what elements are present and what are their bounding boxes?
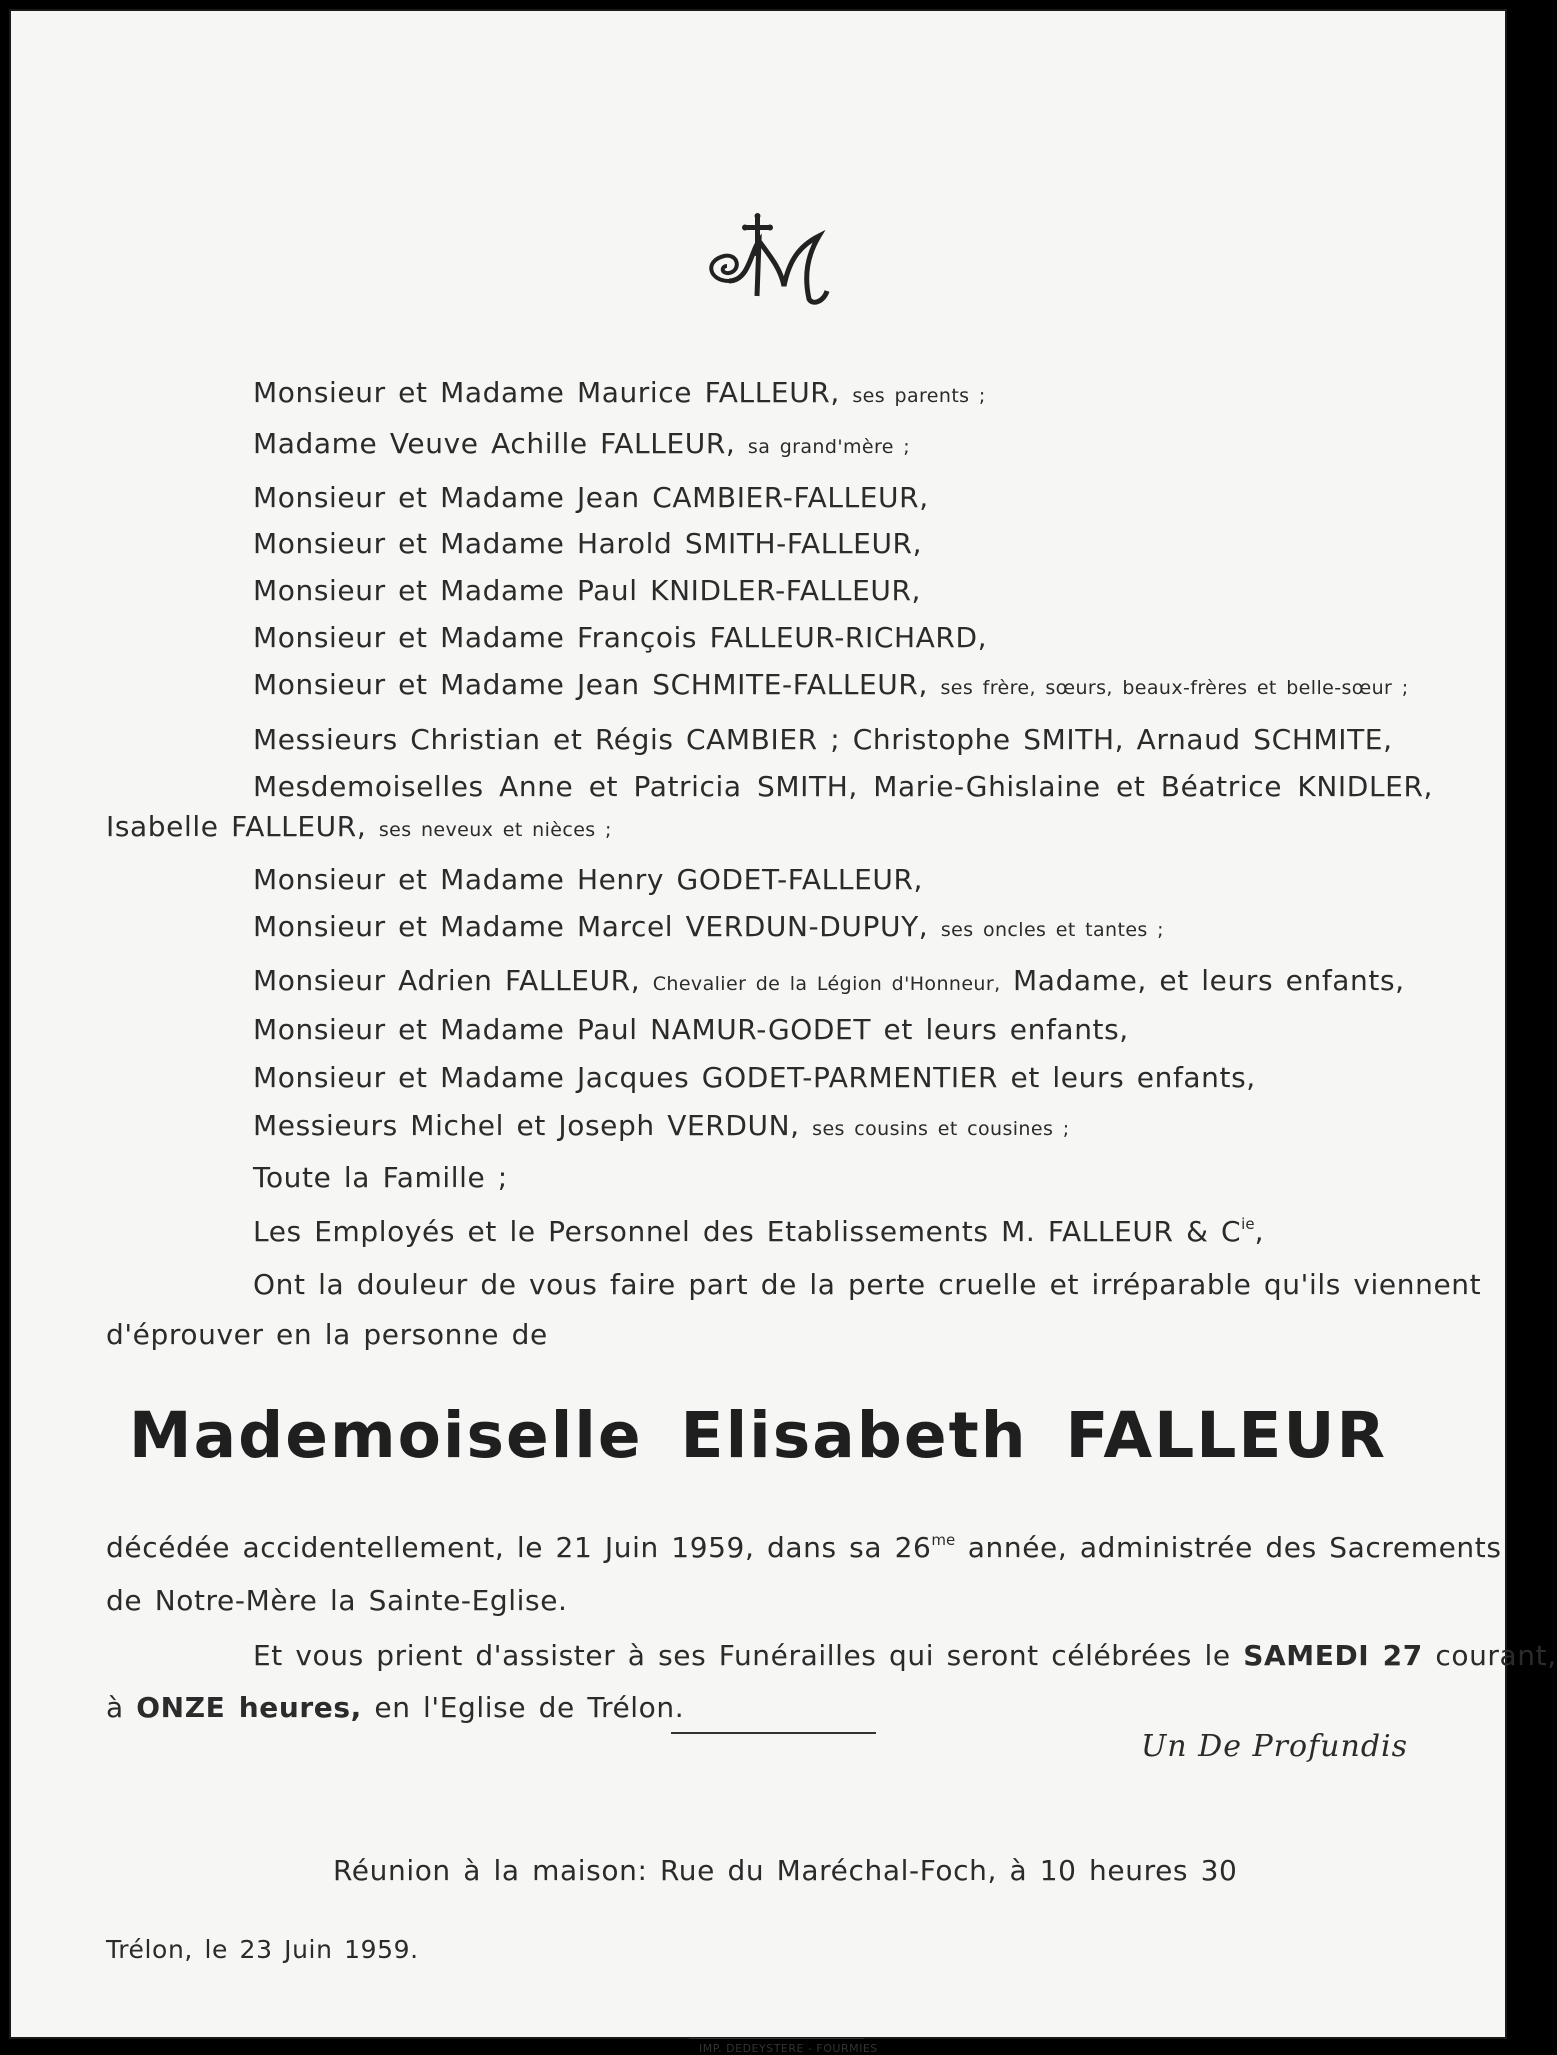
funerailles-time: ONZE heures, (136, 1691, 362, 1724)
funerailles-text: courant, (1435, 1639, 1557, 1672)
deces-line-1 (106, 1531, 1502, 1564)
uncle-suffix: ses oncles et tantes ; (940, 919, 1164, 941)
cross-monogram-icon (689, 211, 849, 311)
separator-rule (671, 1732, 876, 1734)
cousin-title: Chevalier de la Légion d'Honneur, (652, 973, 1001, 995)
intro-main: Madame Veuve Achille FALLEUR, (253, 427, 736, 460)
funerailles-date: SAMEDI 27 (1243, 1639, 1423, 1672)
nephews-suffix: ses neveux et nièces ; (378, 819, 612, 841)
famille-line: Toute la Famille ; (253, 1161, 508, 1194)
employes-end: , (1254, 1215, 1265, 1248)
uncle-line (253, 863, 923, 896)
deces-line-2: de Notre-Mère la Sainte-Eglise. (106, 1584, 568, 1617)
parents-line (253, 376, 986, 409)
intro-main: Monsieur et Madame Jean SCHMITE-FALLEUR, (253, 668, 928, 701)
intro-main: Monsieur et Madame Maurice FALLEUR, (253, 376, 840, 409)
obituary-notice (9, 9, 1557, 2055)
deces-text: année, administrée des Sacrements (967, 1531, 1502, 1564)
funerailles-line-2 (106, 1691, 684, 1724)
intro-suffix: ses frère, sœurs, beaux-frères et belle-sœur ; (940, 677, 1409, 699)
cousin-suffix: ses cousins et cousines ; (812, 1118, 1070, 1140)
intro-suffix: sa grand'mère ; (747, 436, 911, 458)
intro-suffix: ses parents ; (852, 385, 986, 407)
sibling-line (253, 668, 1409, 701)
uncle-main: Monsieur et Madame Marcel VERDUN-DUPUY, (253, 910, 929, 943)
reunion-line: Réunion à la maison: Rue du Maréchal-Foch, à 10 heures 30 (333, 1854, 1238, 1887)
employes-line (253, 1215, 1264, 1248)
cousin-line-2: Monsieur et Madame Paul NAMUR-GODET et leurs enfants, (253, 1013, 1129, 1046)
sibling-line (253, 621, 987, 654)
employes-text: Les Employés et le Personnel des Etablissements M. FALLEUR & C (253, 1215, 1242, 1248)
printer-mark: IMP. DEDEYSTERE - FOURMIES (699, 2042, 878, 2055)
nephews-main: Isabelle FALLEUR, (106, 810, 367, 843)
funerailles-text: à (106, 1691, 124, 1724)
nephews-line-1: Messieurs Christian et Régis CAMBIER ; Christophe SMITH, Arnaud SCHMITE, (253, 723, 1393, 756)
cousin-main: Monsieur Adrien FALLEUR, (253, 964, 641, 997)
intro-main: Monsieur et Madame François FALLEUR-RICHARD, (253, 621, 988, 654)
cousin-main: Madame, et leurs enfants, (1013, 964, 1405, 997)
deces-text: décédée accidentellement, le 21 Juin 1959, dans sa 26 (106, 1531, 932, 1564)
douleur-line-1: Ont la douleur de vous faire part de la perte cruelle et irréparable qu'ils viennent (253, 1268, 1482, 1301)
deces-sup: me (931, 1531, 956, 1549)
sibling-line (253, 574, 921, 607)
sibling-line (253, 481, 929, 514)
douleur-line-2: d'éprouver en la personne de (106, 1318, 548, 1351)
cousin-line-4 (253, 1109, 1070, 1142)
printer-rule (689, 2038, 864, 2039)
cousin-main: Messieurs Michel et Joseph VERDUN, (253, 1109, 800, 1142)
sibling-line (253, 527, 922, 560)
funerailles-line-1 (253, 1639, 1557, 1672)
cousin-line-3: Monsieur et Madame Jacques GODET-PARMENTIER et leurs enfants, (253, 1061, 1256, 1094)
employes-sup: ie (1241, 1215, 1255, 1233)
nephews-line-3 (106, 810, 612, 843)
intro-main: Monsieur et Madame Paul KNIDLER-FALLEUR, (253, 574, 922, 607)
intro-main: Monsieur et Madame Jean CAMBIER-FALLEUR, (253, 481, 929, 514)
nephews-line-2: Mesdemoiselles Anne et Patricia SMITH, Marie-Ghislaine et Béatrice KNIDLER, (253, 770, 1433, 803)
grandmother-line (253, 427, 910, 460)
place-date: Trélon, le 23 Juin 1959. (106, 1935, 419, 1964)
cousin-line-1 (253, 964, 1405, 997)
de-profundis: Un De Profundis (1141, 1729, 1409, 1764)
intro-main: Monsieur et Madame Harold SMITH-FALLEUR, (253, 527, 923, 560)
uncle-line (253, 910, 1164, 943)
funerailles-text: Et vous prient d'assister à ses Funérailles qui seront célébrées le (253, 1639, 1231, 1672)
deceased-name: Mademoiselle Elisabeth FALLEUR (128, 1399, 1388, 1472)
funerailles-text: en l'Eglise de Trélon. (374, 1691, 685, 1724)
uncle-main: Monsieur et Madame Henry GODET-FALLEUR, (253, 863, 924, 896)
